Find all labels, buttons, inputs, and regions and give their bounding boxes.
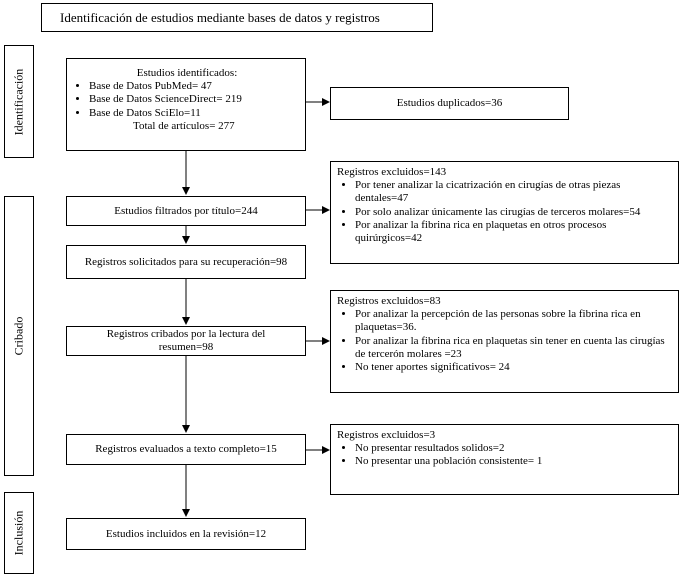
excluded1-item: • Por analizar la fibrina rica en plaquetas en otros procesos quirúrgicos=42 [355, 219, 672, 245]
duplicates-box: Estudios duplicados=36 [330, 87, 569, 120]
excluded1-item: • Por solo analizar únicamente las cirugías de terceros molares=54 [355, 206, 672, 219]
excluded2-item: • Por analizar la fibrina rica en plaquetas sin tener en cuenta las cirugías de tercerón molares =23 [355, 335, 672, 361]
excluded1-box [330, 161, 679, 264]
excluded3-box [330, 424, 679, 495]
identified-item: • Base de Datos ScienceDirect= 219 [89, 93, 301, 106]
requested-box: Registros solicitados para su recuperación=98 [66, 245, 306, 279]
excluded2-box [330, 290, 679, 393]
phase-identificacion: Identificación [4, 45, 34, 158]
identified-item: • Base de Datos SciElo=11 [89, 107, 301, 120]
excluded3-item: • No presentar una población consistente= 1 [355, 455, 672, 468]
diagram-title: Identificación de estudios mediante bases de datos y registros [41, 3, 433, 32]
fulltext-box: Registros evaluados a texto completo=15 [66, 434, 306, 465]
phase-cribado: Cribado [4, 196, 34, 476]
excluded3-header: Registros excluidos=3 [337, 429, 436, 441]
screened-box: Registros cribados por la lectura del resumen=98 [66, 326, 306, 356]
excluded1-header: Registros excluidos=143 [337, 166, 447, 178]
excluded2-item: • No tener aportes significativos= 24 [355, 361, 672, 374]
identified-header: Estudios identificados: [136, 67, 238, 79]
identified-item: • Base de Datos PubMed= 47 [89, 80, 301, 93]
excluded2-item: • Por analizar la percepción de las personas sobre la fibrina rica en plaquetas=36. [355, 308, 672, 334]
identified-total: Total de artículos= 277 [133, 119, 235, 132]
filtered-box: Estudios filtrados por título=244 [66, 196, 306, 226]
excluded1-item: • Por tener analizar la cicatrización en cirugías de otras piezas dentales=47 [355, 179, 672, 205]
included-box: Estudios incluidos en la revisión=12 [66, 518, 306, 550]
excluded2-header: Registros excluidos=83 [337, 295, 441, 307]
phase-inclusion: Inclusión [4, 492, 34, 574]
identified-box [66, 58, 306, 151]
excluded3-item: • No presentar resultados solidos=2 [355, 442, 672, 455]
